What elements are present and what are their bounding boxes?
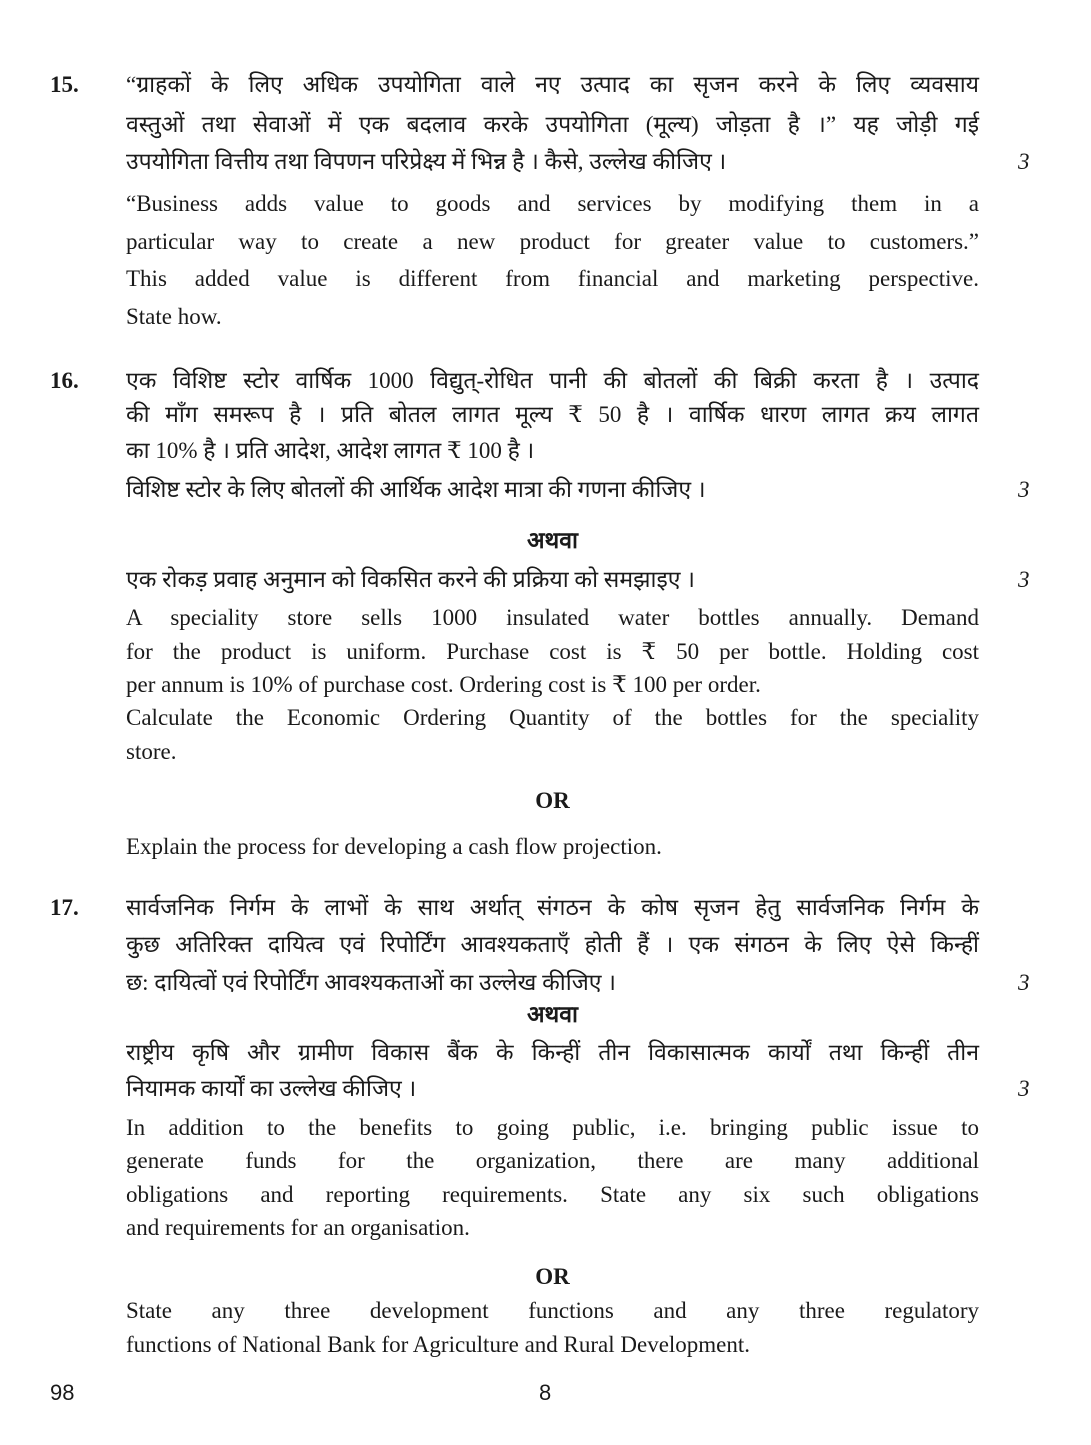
q17-alt-hindi-line: नियामक कार्यों का उल्लेख कीजिए । xyxy=(126,1076,417,1101)
q16-hindi-line: की माँग समरूप है । प्रति बोतल लागत मूल्य ₹ 50 है । वार्षिक धारण लागत क्रय लागत xyxy=(126,402,979,427)
q17-english-line: generate funds for the organization, there are many additional xyxy=(126,1148,979,1173)
q16-hindi-line: का 10% है । प्रति आदेश, आदेश लागत ₹ 100 है । xyxy=(126,438,535,463)
q16-hindi-line: विशिष्ट स्टोर के लिए बोतलों की आर्थिक आदेश मात्रा की गणना कीजिए । xyxy=(126,477,706,502)
q17-english-line: and requirements for an organisation. xyxy=(126,1215,470,1240)
question-number: 16. xyxy=(50,368,79,393)
q16-english-line: store. xyxy=(126,739,177,764)
paper-code: 98 xyxy=(50,1380,75,1405)
q17-english-line: obligations and reporting requirements. State any six such obligations xyxy=(126,1182,979,1207)
q16-alt-english: Explain the process for developing a cash flow projection. xyxy=(126,834,662,859)
q15-hindi-line: वस्तुओं तथा सेवाओं में एक बदलाव करके उपयोगिता (मूल्य) जोड़ता है ।” यह जोड़ी गई xyxy=(126,112,979,137)
q17-hindi-line: छ: दायित्वों एवं रिपोर्टिंग आवश्यकताओं का उल्लेख कीजिए । xyxy=(126,970,616,995)
q15-hindi-line: “ग्राहकों के लिए अधिक उपयोगिता वाले नए उत्पाद का सृजन करने के लिए व्यवसाय xyxy=(126,72,979,97)
marks: 3 xyxy=(1018,567,1030,592)
q16-english-line: for the product is uniform. Purchase cost is ₹ 50 per bottle. Holding cost xyxy=(126,639,979,664)
q15-english-line: State how. xyxy=(126,304,222,329)
q15-english-line: particular way to create a new product for greater value to customers.” xyxy=(126,229,979,254)
q15-english-line: “Business adds value to goods and services by modifying them in a xyxy=(126,191,979,216)
q17-alt-english-line: State any three development functions and any three regulatory xyxy=(126,1298,979,1323)
or-hindi: अथवा xyxy=(526,528,578,553)
q17-hindi-line: कुछ अतिरिक्त दायित्व एवं रिपोर्टिंग आवश्यकताएँ होती हैं । एक संगठन के लिए ऐसे किन्हीं xyxy=(126,932,979,957)
question-number: 17. xyxy=(50,895,79,920)
q15-hindi-line: उपयोगिता वित्तीय तथा विपणन परिप्रेक्ष्य में भिन्न है । कैसे, उल्लेख कीजिए । xyxy=(126,149,727,174)
or-english: OR xyxy=(535,1264,570,1289)
q16-english-line: Calculate the Economic Ordering Quantity of the bottles for the speciality xyxy=(126,705,979,730)
marks: 3 xyxy=(1018,1076,1030,1101)
q16-english-line: per annum is 10% of purchase cost. Ordering cost is ₹ 100 per order. xyxy=(126,672,761,697)
q17-english-line: In addition to the benefits to going public, i.e. bringing public issue to xyxy=(126,1115,979,1140)
q16-hindi-line: एक विशिष्ट स्टोर वार्षिक 1000 विद्युत्-रोधित पानी की बोतलों की बिक्री करता है । उत्पाद xyxy=(126,368,979,393)
page-number: 8 xyxy=(539,1380,552,1405)
q17-alt-hindi-line: राष्ट्रीय कृषि और ग्रामीण विकास बैंक के किन्हीं तीन विकासात्मक कार्यों तथा किन्हीं तीन xyxy=(126,1040,979,1065)
q16-english-line: A speciality store sells 1000 insulated water bottles annually. Demand xyxy=(126,605,979,630)
or-english: OR xyxy=(535,788,570,813)
marks: 3 xyxy=(1018,149,1030,174)
or-hindi: अथवा xyxy=(526,1002,578,1027)
question-number: 15. xyxy=(50,72,79,97)
q15-english-line: This added value is different from financial and marketing perspective. xyxy=(126,266,979,291)
q17-alt-english-line: functions of National Bank for Agriculture and Rural Development. xyxy=(126,1332,751,1357)
marks: 3 xyxy=(1018,477,1030,502)
q17-hindi-line: सार्वजनिक निर्गम के लाभों के साथ अर्थात् संगठन के कोष सृजन हेतु सार्वजनिक निर्गम के xyxy=(126,895,979,920)
marks: 3 xyxy=(1018,970,1030,995)
q16-alt-hindi: एक रोकड़ प्रवाह अनुमान को विकसित करने की प्रक्रिया को समझाइए । xyxy=(126,567,695,592)
